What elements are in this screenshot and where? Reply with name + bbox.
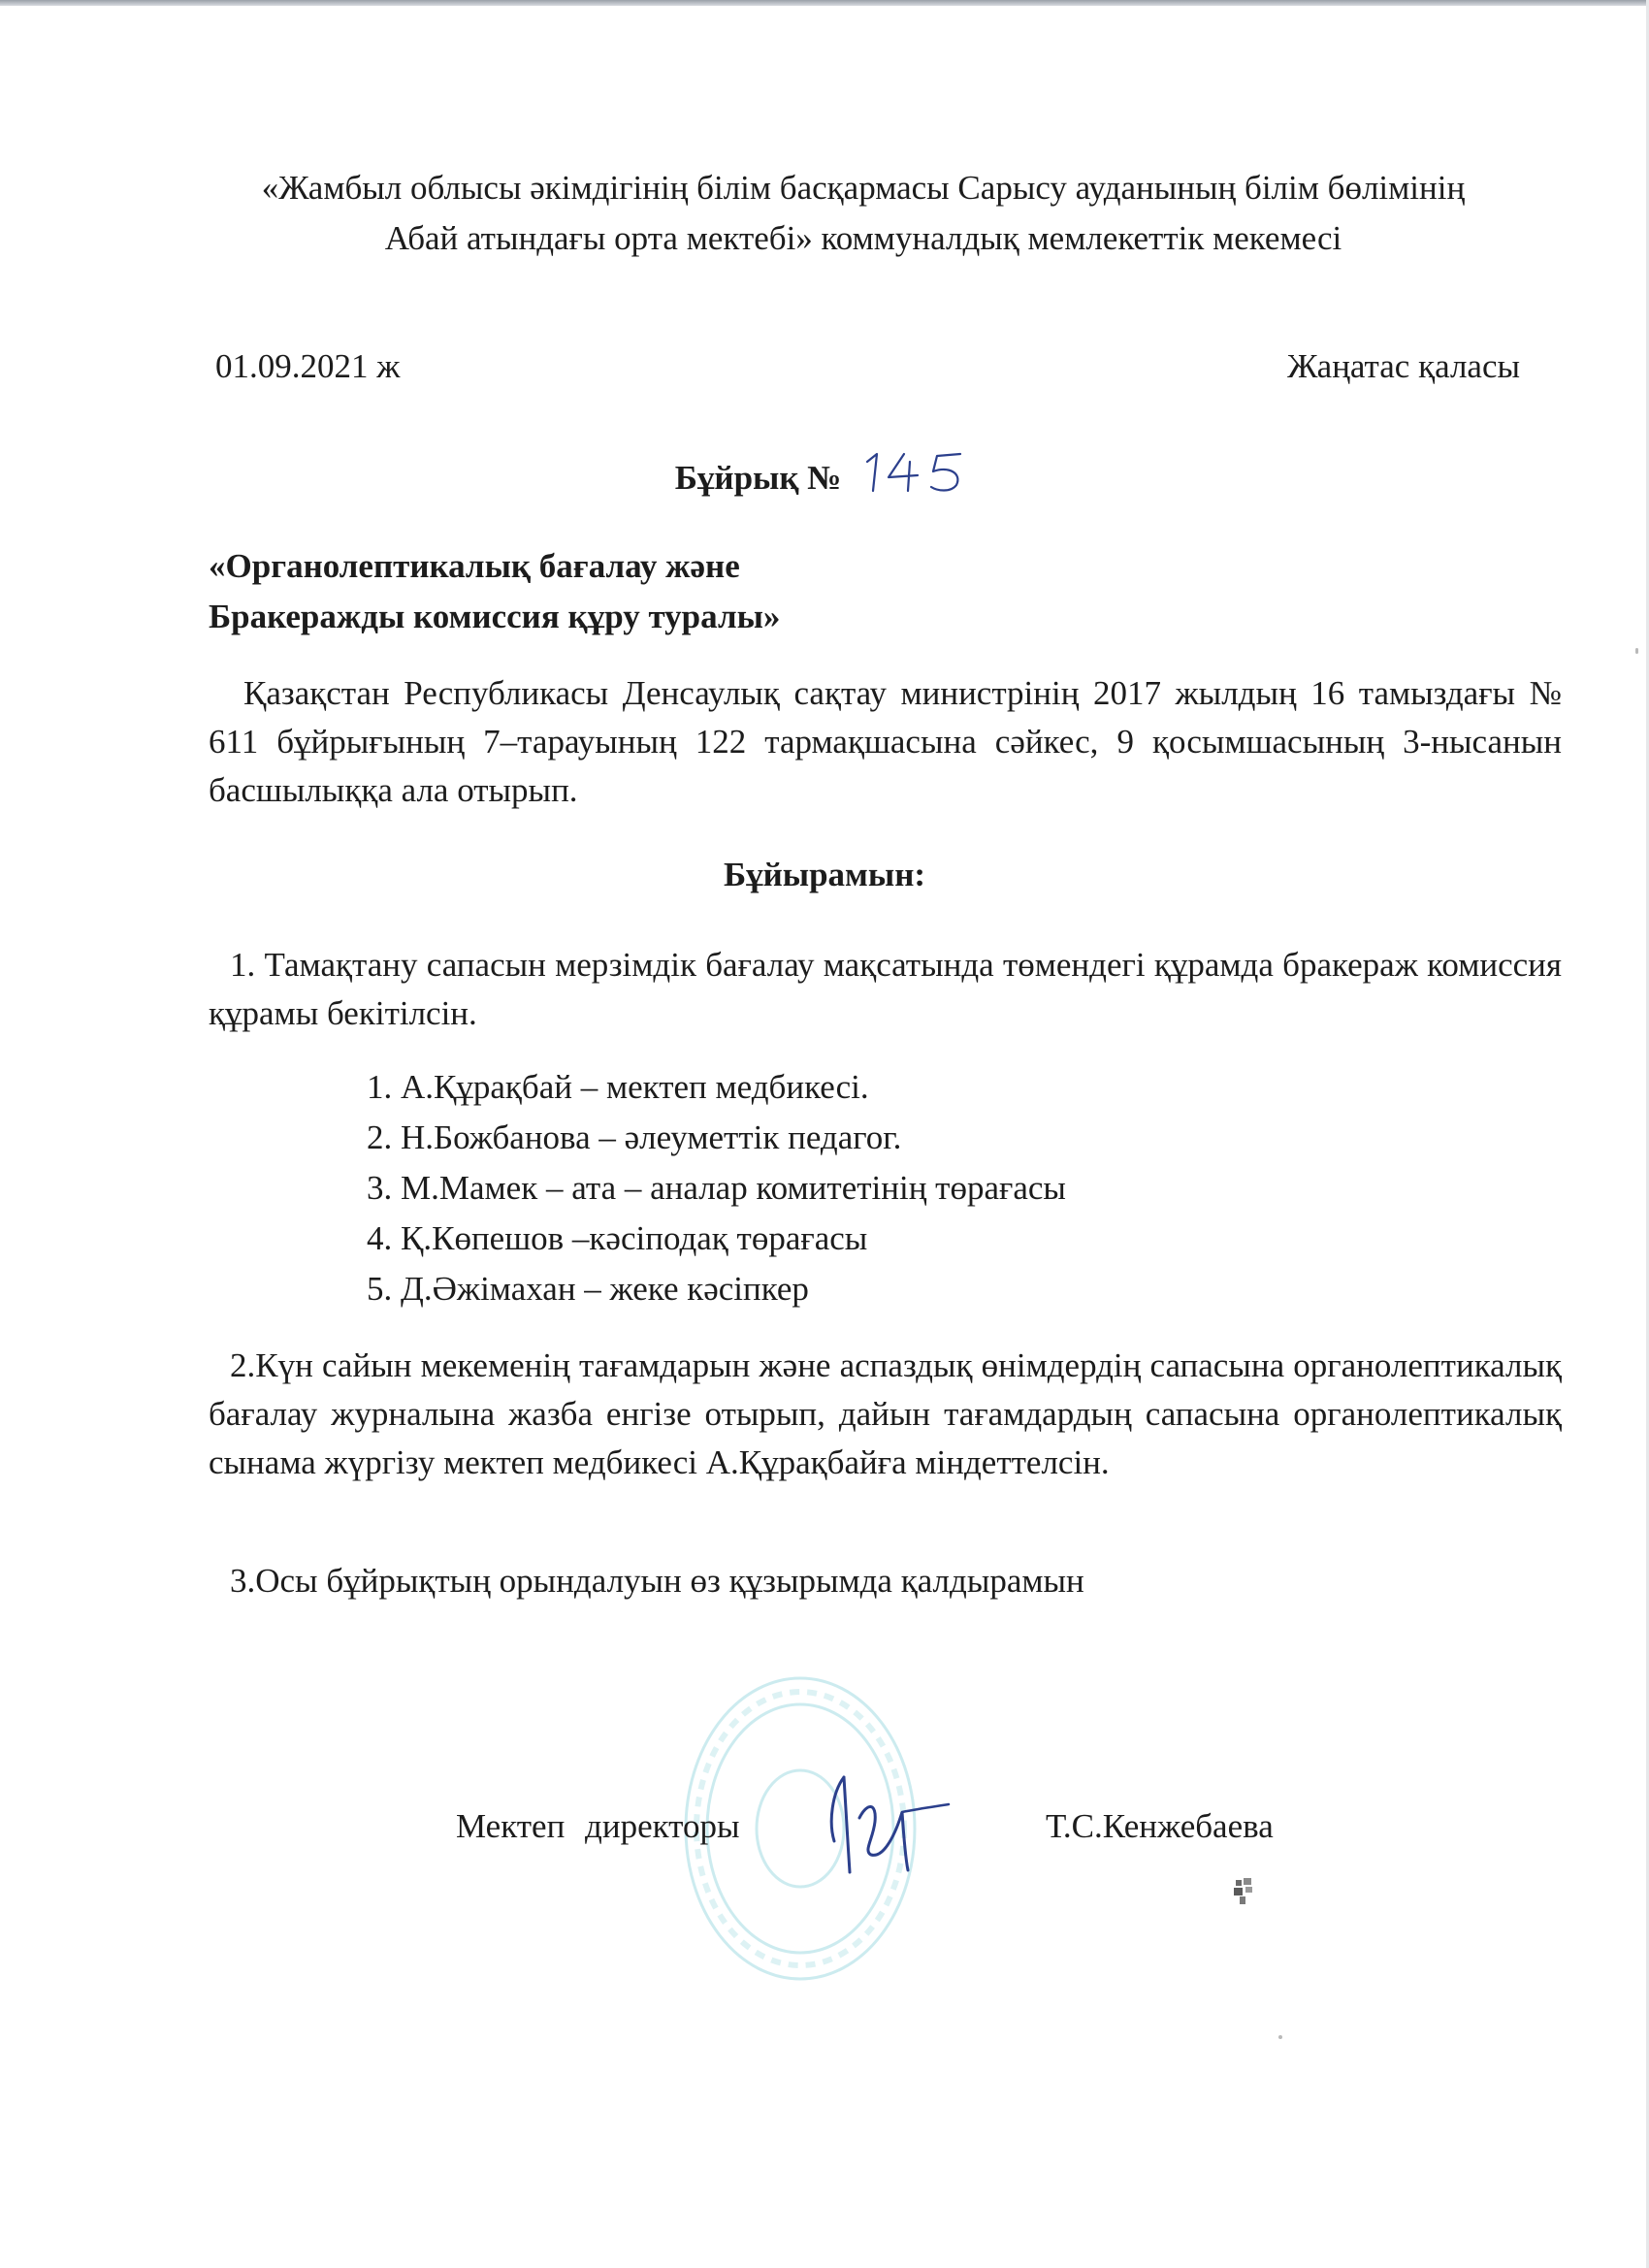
order-subject-line-1: «Органолептикалық бағалау және: [209, 547, 740, 585]
commission-member: 2. Н.Божбанова – әлеуметтік педагог.: [367, 1118, 902, 1156]
director-signature: [815, 1764, 951, 1880]
handwritten-order-number: [859, 448, 974, 497]
organization-header-line-1: «Жамбыл облысы әкімдігінің білім басқармасы Сарысу ауданының білім бөлімінің: [261, 169, 1466, 207]
scan-speck: [1278, 2035, 1282, 2039]
organization-header: [146, 163, 1581, 264]
commission-member: 1. А.Құрақбай – мектеп медбикесі.: [367, 1068, 869, 1106]
order-date: 01.09.2021 ж: [215, 347, 401, 385]
order-item-1: 1. Тамақтану сапасын мерзімдік бағалау мақсатында төмендегі құрамда бракераж комиссия құрамы бекітілсін.: [209, 946, 1562, 1032]
organization-header-line-2: Абай атындағы орта мектебі» коммуналдық мемлекеттік мекемесі: [384, 219, 1342, 257]
order-title: [0, 448, 1649, 498]
order-heading: Бұйырамын:: [723, 856, 926, 893]
order-title-label: Бұйрық №: [674, 459, 842, 497]
order-item-2: 2.Күн сайын мекеменің тағамдарын және аспаздық өнімдердің сапасына органолептикалық бағалау журналына жазба енгізе отырып, дайын тағамдардың сапасына органолептикалық сынама жүргізу мектеп медбикесі А.Құрақбайға міндеттелсін.: [209, 1346, 1562, 1481]
order-subject: [209, 541, 780, 642]
scan-smudge: [1232, 1878, 1259, 1907]
order-item-3: 3.Осы бұйрықтың орындалуын өз құзырымда қалдырамын: [230, 1562, 1084, 1600]
commission-member: 4. Қ.Көпешов –кәсіподақ төрағасы: [367, 1219, 868, 1257]
preamble-paragraph: Қазақстан Республикасы Денсаулық сақтау министрінің 2017 жылдың 16 тамыздағы № 611 бұйрығының 7–тарауының 122 тармақшасына сәйкес, 9 қосымшасының 3-нысанын басшылыққа ала отырып.: [209, 674, 1562, 809]
order-city: Жаңатас қаласы: [1287, 347, 1520, 385]
commission-members-list: [367, 1062, 1066, 1314]
commission-member: 5. Д.Әжімахан – жеке кәсіпкер: [367, 1270, 809, 1308]
commission-member: 3. М.Мамек – ата – аналар комитетінің төрағасы: [367, 1169, 1066, 1207]
scan-speck: [1635, 648, 1638, 654]
order-subject-line-2: Бракеражды комиссия құру туралы»: [209, 598, 781, 635]
signature-role: Мектеп директоры: [456, 1807, 740, 1845]
signature-name: Т.С.Кенжебаева: [1046, 1807, 1274, 1845]
